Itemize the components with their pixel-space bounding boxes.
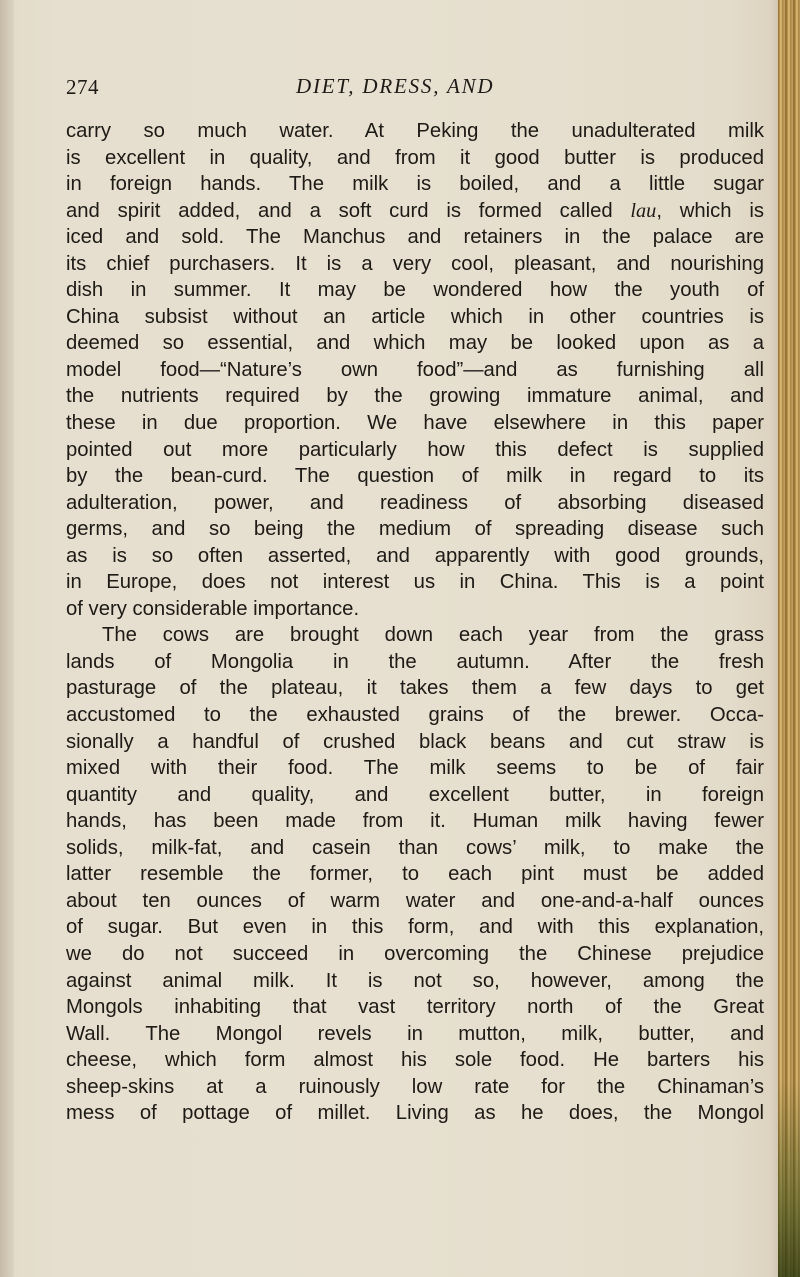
text-line: The cows are brought down each year from the grass <box>102 624 764 647</box>
text-line: germs, and so being the medium of spreading disease such <box>66 518 764 541</box>
text-line: mixed with their food. The milk seems to be of fair <box>66 757 764 780</box>
italic-term: lau <box>630 199 657 222</box>
text-line: of very considerable importance. <box>66 597 360 620</box>
text-line: iced and sold. The Manchus and retainers in the palace are <box>66 226 764 249</box>
text-line: and spirit added, and a soft curd is formed called lau, which is <box>66 199 764 222</box>
text-line: its chief purchasers. It is a very cool, pleasant, and nourishing <box>66 252 764 275</box>
text-line: latter resemble the former, to each pint must be added <box>66 863 764 886</box>
text-line: Mongols inhabiting that vast territory north of the Great <box>66 996 764 1019</box>
gutter-shadow <box>0 0 14 1277</box>
body-text <box>66 118 764 1127</box>
text-line: dish in summer. It may be wondered how the youth of <box>66 279 764 302</box>
page-edge <box>778 0 800 1277</box>
text-line: mess of pottage of millet. Living as he does, the Mongol <box>66 1102 764 1125</box>
text-line: deemed so essential, and which may be looked upon as a <box>66 332 764 355</box>
text-line: sheep-skins at a ruinously low rate for the Chinaman’s <box>66 1075 764 1098</box>
text-line: lands of Mongolia in the autumn. After the fresh <box>66 650 764 673</box>
text-line: solids, milk-fat, and casein than cows’ milk, to make the <box>66 836 764 859</box>
text-line: accustomed to the exhausted grains of the brewer. Occa- <box>66 704 764 727</box>
text-line: model food—“Nature’s own food”—and as furnishing all <box>66 358 764 381</box>
page-number: 274 <box>66 75 99 99</box>
text-line: sionally a handful of crushed black beans and cut straw is <box>66 730 764 753</box>
text-line: the nutrients required by the growing immature animal, and <box>66 385 764 408</box>
text-line: about ten ounces of warm water and one-and-a-half ounces <box>66 889 764 912</box>
text-line: of sugar. But even in this form, and with this explanation, <box>66 916 764 939</box>
text-line: by the bean-curd. The question of milk in regard to its <box>66 465 764 488</box>
text-line: pointed out more particularly how this defect is supplied <box>66 438 764 461</box>
page-header <box>0 68 780 98</box>
running-head: DIET, DRESS, AND <box>296 74 495 98</box>
text-line: Wall. The Mongol revels in mutton, milk, butter, and <box>66 1022 764 1045</box>
text-line: against animal milk. It is not so, however, among the <box>66 969 764 992</box>
text-line: as is so often asserted, and apparently with good grounds, <box>66 544 764 567</box>
text-line: these in due proportion. We have elsewhere in this paper <box>66 412 764 435</box>
text-line: in Europe, does not interest us in China. This is a point <box>66 571 764 594</box>
text-line: we do not succeed in overcoming the Chinese prejudice <box>66 942 764 965</box>
text-line: quantity and quality, and excellent butter, in foreign <box>66 783 764 806</box>
text-line: carry so much water. At Peking the unadulterated milk <box>66 120 764 142</box>
text-line: is excellent in quality, and from it good butter is produced <box>66 146 764 169</box>
text-line: pasturage of the plateau, it takes them a few days to get <box>66 677 764 700</box>
text-line: hands, has been made from it. Human milk having fewer <box>66 810 764 833</box>
text-line: adulteration, power, and readiness of absorbing diseased <box>66 491 764 514</box>
text-line: cheese, which form almost his sole food. He barters his <box>66 1049 764 1072</box>
text-line: China subsist without an article which in other countries is <box>66 305 764 328</box>
text-line: in foreign hands. The milk is boiled, and a little sugar <box>66 173 764 196</box>
